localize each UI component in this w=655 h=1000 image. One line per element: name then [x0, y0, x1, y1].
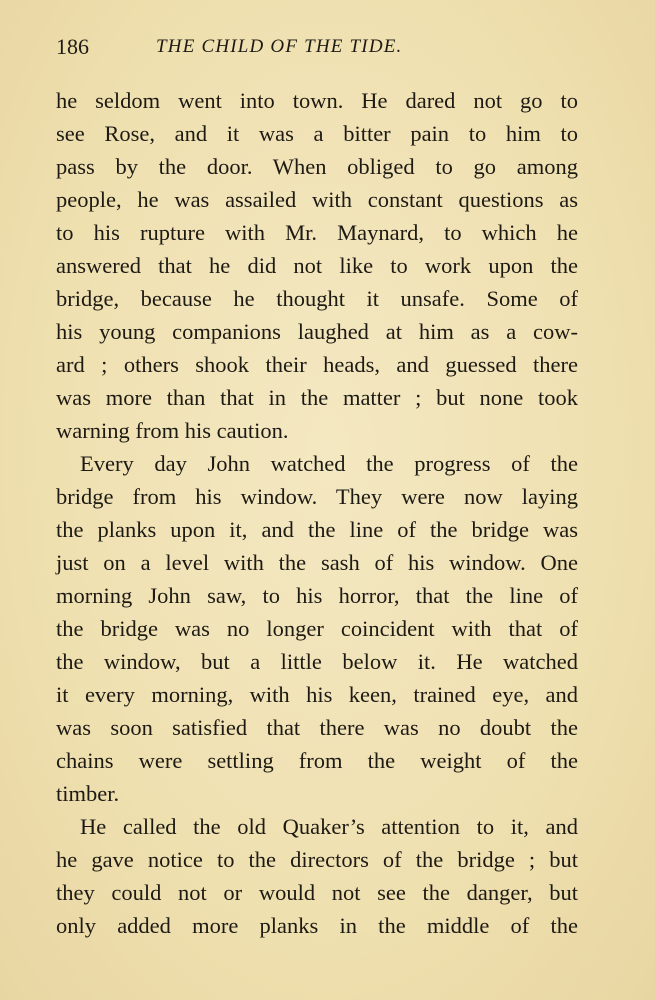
paragraph — [56, 84, 578, 447]
text-line: it every morning, with his keen, trained eye, and — [56, 682, 578, 707]
text-line: He called the old Quaker’s attention to it, and — [80, 814, 578, 839]
running-head — [56, 30, 576, 64]
text-line: the window, but a little below it. He watched — [56, 649, 578, 674]
text-line: his young companions laughed at him as a cow- — [56, 319, 578, 344]
text-line: morning John saw, to his horror, that the line of — [56, 583, 578, 608]
text-line: they could not or would not see the danger, but — [56, 880, 578, 905]
text-line: bridge from his window. They were now laying — [56, 484, 578, 509]
page-number: 186 — [56, 34, 89, 59]
text-line: was soon satisfied that there was no doubt the — [56, 715, 578, 740]
text-line: timber. — [56, 781, 120, 806]
text-line: to his rupture with Mr. Maynard, to which he — [56, 220, 578, 245]
text-line: chains were settling from the weight of the — [56, 748, 578, 773]
text-line: bridge, because he thought it unsafe. Some of — [56, 286, 578, 311]
text-line: warning from his caution. — [56, 418, 289, 443]
text-line: just on a level with the sash of his window. One — [56, 550, 578, 575]
text-line: Every day John watched the progress of the — [80, 451, 578, 476]
paragraph — [56, 447, 578, 810]
text-line: answered that he did not like to work upon the — [56, 253, 578, 278]
text-line: pass by the door. When obliged to go among — [56, 154, 578, 179]
text-line: he gave notice to the directors of the bridge ; but — [56, 847, 578, 872]
text-line: see Rose, and it was a bitter pain to him to — [56, 121, 578, 146]
text-line: ard ; others shook their heads, and guessed there — [56, 352, 578, 377]
body-text — [56, 84, 578, 942]
text-line: people, he was assailed with constant questions as — [56, 187, 578, 212]
text-line: the planks upon it, and the line of the bridge was — [56, 517, 578, 542]
text-line: the bridge was no longer coincident with that of — [56, 616, 578, 641]
paragraph — [56, 810, 578, 942]
text-line: he seldom went into town. He dared not go to — [56, 88, 578, 113]
text-line: only added more planks in the middle of the — [56, 913, 578, 938]
running-title: THE CHILD OF THE TIDE. — [156, 36, 403, 57]
text-line: was more than that in the matter ; but none took — [56, 385, 578, 410]
